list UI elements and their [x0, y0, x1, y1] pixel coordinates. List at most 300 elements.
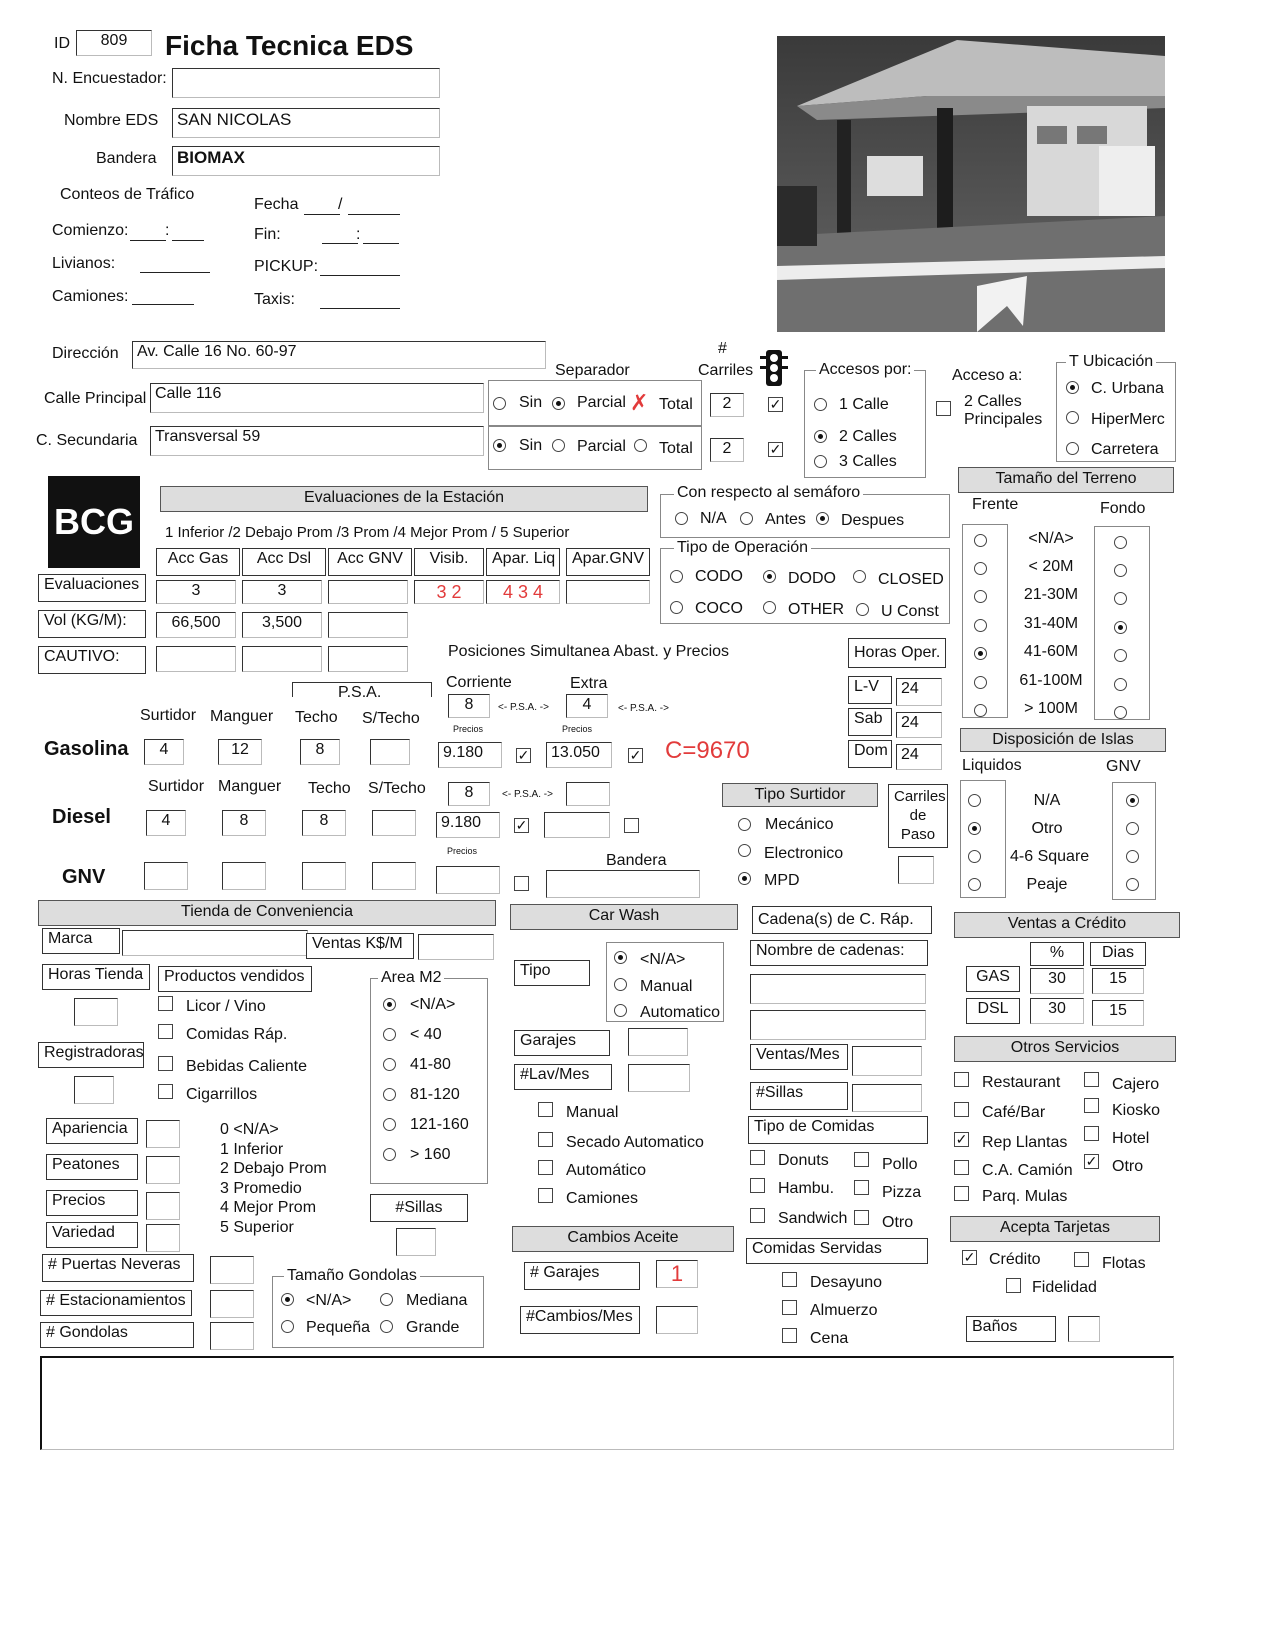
- accesos-option-2: 2 Calles: [839, 428, 897, 445]
- gas-col-techo: Techo: [295, 709, 338, 726]
- comienzo-label: Comienzo:: [52, 222, 129, 239]
- vol-gnv-field[interactable]: [328, 612, 408, 638]
- producto-label: Licor / Vino: [186, 998, 266, 1015]
- nombre-eds-field[interactable]: SAN NICOLAS: [172, 108, 440, 138]
- comida-checkbox[interactable]: [750, 1150, 765, 1165]
- comida-label: Pollo: [882, 1156, 918, 1173]
- traffic-light-icon: [760, 348, 788, 388]
- separador-title: Separador: [555, 362, 630, 379]
- aceite-cambios-field[interactable]: [656, 1306, 698, 1334]
- extra-label: Extra: [570, 675, 608, 692]
- otros-servicio-label: Kiosko: [1112, 1102, 1161, 1119]
- bandera-field[interactable]: BIOMAX: [172, 146, 440, 176]
- lav-checkbox[interactable]: [538, 1132, 553, 1147]
- semaforo-despues-radio[interactable]: [816, 512, 829, 525]
- gondola-na-label: <N/A>: [306, 1292, 352, 1309]
- horas-dom-label: Dom: [848, 740, 892, 768]
- gondola-na-radio[interactable]: [281, 1293, 294, 1306]
- acceso-a-checkbox[interactable]: [936, 401, 951, 416]
- lav-checkbox[interactable]: [538, 1102, 553, 1117]
- gas-extra-psa-field[interactable]: 4: [566, 694, 608, 718]
- terreno-row-label: 61-100M: [1019, 672, 1083, 689]
- comida-servida-checkbox[interactable]: [782, 1272, 797, 1287]
- terreno-frente-radio[interactable]: [974, 534, 987, 547]
- traffic-title: Conteos de Tráfico: [60, 186, 195, 203]
- tienda-sillas-field[interactable]: [396, 1228, 436, 1256]
- ventas-tienda-field[interactable]: [418, 934, 494, 960]
- fecha-label: Fecha: [254, 196, 299, 213]
- gas-surtidor-field[interactable]: 4: [144, 739, 184, 765]
- gas-col-manguer: Manguer: [210, 708, 274, 725]
- tarjetas-fidelidad-label: Fidelidad: [1032, 1279, 1097, 1296]
- producto-label: Comidas Ráp.: [186, 1026, 288, 1043]
- tarjetas-flotas-checkbox[interactable]: [1074, 1252, 1089, 1267]
- scale-label: 1 Inferior: [220, 1140, 284, 1158]
- vol-dsl-field[interactable]: 3,500: [242, 612, 322, 638]
- gondola-grande-radio[interactable]: [380, 1320, 393, 1333]
- credito-dsl-label: DSL: [966, 998, 1020, 1024]
- horas-oper-header: Horas Oper.: [848, 638, 946, 668]
- gas-stecho-field[interactable]: [370, 739, 410, 765]
- gas-precio-extra-field[interactable]: 13.050: [546, 742, 612, 768]
- cautivo-gnv-field[interactable]: [328, 646, 408, 672]
- lav-checkbox[interactable]: [538, 1160, 553, 1175]
- rating-label: Precios: [46, 1190, 138, 1216]
- accesos-title: Accesos por:: [816, 361, 914, 379]
- area-option-label: 121-160: [410, 1116, 469, 1133]
- credito-pct-label: %: [1030, 942, 1084, 966]
- direccion-field[interactable]: Av. Calle 16 No. 60-97: [132, 341, 546, 369]
- precios-label-3: Precios: [447, 846, 478, 856]
- carwash-garajes-label: Garajes: [514, 1030, 610, 1056]
- otros-servicio-checkbox[interactable]: ✓: [1085, 1153, 1098, 1169]
- estacionamientos-field[interactable]: [210, 1290, 254, 1318]
- dsl-precio-extra-field[interactable]: [544, 812, 610, 838]
- eval-visib-field[interactable]: 3 2: [414, 580, 484, 604]
- area-title: Area M2: [378, 969, 444, 987]
- marca-field[interactable]: [122, 930, 308, 956]
- area-radio[interactable]: [383, 1058, 396, 1071]
- islas-liq-group: [960, 780, 1006, 898]
- notes-area[interactable]: [40, 1356, 1174, 1450]
- cadenas-ventas-field[interactable]: [852, 1046, 922, 1076]
- calle-secundaria-field[interactable]: Transversal 59: [150, 426, 484, 456]
- gas-corriente-psa-field[interactable]: 8: [448, 694, 490, 718]
- dsl-precio-field[interactable]: 9.180: [436, 812, 500, 838]
- rating-label: Peatones: [46, 1154, 138, 1180]
- sep-principal-parcial-label: Parcial: [577, 394, 626, 411]
- precios-label-1: Precios: [453, 724, 484, 734]
- otros-servicio-label: Cajero: [1112, 1076, 1160, 1093]
- surtidor-mecanico-label: Mecánico: [765, 816, 834, 833]
- comida-checkbox[interactable]: [854, 1152, 869, 1167]
- diesel-label: Diesel: [52, 806, 111, 828]
- comida-servida-label: Almuerzo: [810, 1302, 878, 1319]
- comida-checkbox[interactable]: [750, 1178, 765, 1193]
- rating-label: Apariencia: [46, 1118, 138, 1144]
- gnv-manguer-field[interactable]: [222, 862, 266, 890]
- gondola-mediana-radio[interactable]: [380, 1293, 393, 1306]
- productos-label: Productos vendidos: [158, 966, 312, 992]
- carriles-hash: #: [718, 340, 727, 357]
- horas-sab-field[interactable]: 24: [896, 712, 942, 738]
- op-other-radio[interactable]: [763, 601, 776, 614]
- semaforo-despues-label: Despues: [841, 512, 905, 529]
- terreno-frente-radio[interactable]: [974, 704, 987, 717]
- lav-option-label: Camiones: [566, 1190, 639, 1207]
- terreno-fondo-radio[interactable]: [1114, 706, 1127, 719]
- comida-label: Sandwich: [778, 1210, 848, 1227]
- gondolas-size-group: [272, 1276, 484, 1348]
- dsl-extra-checkbox[interactable]: [624, 818, 639, 833]
- eval-apar-gnv-field[interactable]: [566, 580, 650, 604]
- comida-checkbox[interactable]: [854, 1210, 869, 1225]
- psa-arrow-2: <- P.S.A. ->: [618, 703, 669, 714]
- op-codo-label: CODO: [695, 568, 743, 585]
- terreno-row-label: 41-60M: [1023, 643, 1079, 660]
- terreno-row-label: < 20M: [1028, 558, 1074, 575]
- area-radio[interactable]: [383, 1118, 396, 1131]
- tienda-header: Tienda de Conveniencia: [38, 900, 496, 926]
- comida-servida-checkbox[interactable]: [782, 1328, 797, 1343]
- calle-principal-field[interactable]: Calle 116: [150, 383, 484, 413]
- otros-servicio-checkbox[interactable]: [954, 1186, 969, 1201]
- eval-acc-dsl-field[interactable]: 3: [242, 580, 322, 604]
- tarjetas-credito-checkbox[interactable]: ✓: [963, 1249, 976, 1265]
- tienda-sillas-label: #Sillas: [370, 1194, 468, 1222]
- terreno-row-label: 31-40M: [1023, 615, 1079, 632]
- gnv-surtidor-field[interactable]: [144, 862, 188, 890]
- op-codo-radio[interactable]: [670, 570, 683, 583]
- accesos-radio-1[interactable]: [814, 398, 827, 411]
- dsl-manguer-field[interactable]: 8: [222, 810, 266, 836]
- producto-checkbox[interactable]: [158, 1084, 173, 1099]
- gnv-precio-checkbox[interactable]: [514, 876, 529, 891]
- encuestador-label: N. Encuestador:: [52, 70, 167, 87]
- gondolas-field[interactable]: [210, 1322, 254, 1350]
- gondola-mediana-label: Mediana: [406, 1292, 468, 1309]
- terreno-fondo-radio[interactable]: [1114, 649, 1127, 662]
- gondola-pequena-label: Pequeña: [306, 1319, 371, 1336]
- id-label: ID: [54, 35, 70, 52]
- ubicacion-radio-urbana[interactable]: [1066, 381, 1079, 394]
- scale-label: 5 Superior: [220, 1218, 294, 1236]
- islas-gnv-radio[interactable]: [1126, 794, 1139, 807]
- sep-principal-sin-label: Sin: [519, 394, 543, 411]
- accesos-radio-3[interactable]: [814, 455, 827, 468]
- islas-row-label: N/A: [1033, 792, 1061, 809]
- ubicacion-carretera: Carretera: [1091, 441, 1159, 458]
- col-acc-gnv: Acc GNV: [328, 548, 412, 576]
- dsl-stecho-field[interactable]: [372, 810, 416, 836]
- producto-checkbox[interactable]: [158, 1056, 173, 1071]
- carriles-principal-field[interactable]: 2: [710, 393, 744, 417]
- aceite-garajes-field[interactable]: 1: [656, 1260, 698, 1288]
- carwash-na-radio[interactable]: [614, 951, 627, 964]
- cadenas-nombre-field-2[interactable]: [750, 1010, 926, 1040]
- gas-manguer-field[interactable]: 12: [218, 739, 262, 765]
- psa-header: P.S.A.: [338, 684, 382, 701]
- op-uconst-radio[interactable]: [856, 603, 869, 616]
- surtidor-mecanico-radio[interactable]: [738, 818, 751, 831]
- producto-label: Bebidas Caliente: [186, 1058, 307, 1075]
- sep-secundaria-parcial-radio[interactable]: [552, 439, 565, 452]
- terreno-row-label: > 100M: [1024, 700, 1078, 717]
- otros-servicio-checkbox[interactable]: [954, 1160, 969, 1175]
- lav-option-label: Manual: [566, 1104, 619, 1121]
- terreno-frente-radio[interactable]: [974, 676, 987, 689]
- gnv-precio-field[interactable]: [436, 866, 500, 894]
- gnv-bandera-field[interactable]: [546, 870, 700, 898]
- op-coco-radio[interactable]: [670, 601, 683, 614]
- semaforo-antes-label: Antes: [765, 511, 806, 528]
- gas-extra-checkbox[interactable]: ✓: [629, 747, 642, 763]
- psa-arrow-1: <- P.S.A. ->: [498, 702, 549, 713]
- semaforo-secundaria-checkbox[interactable]: ✓: [769, 441, 782, 457]
- ventas-tienda-label: Ventas K$/M: [306, 933, 414, 959]
- terreno-frente-radio[interactable]: [974, 562, 987, 575]
- puertas-neveras-field[interactable]: [210, 1256, 254, 1284]
- otros-servicio-checkbox[interactable]: [1084, 1126, 1099, 1141]
- islas-header: Disposición de Islas: [960, 728, 1166, 752]
- ubicacion-radio-hipermerc[interactable]: [1066, 411, 1079, 424]
- area-radio[interactable]: [383, 1088, 396, 1101]
- operacion-title: Tipo de Operación: [674, 539, 811, 557]
- otros-servicio-label: Café/Bar: [982, 1104, 1046, 1121]
- area-radio[interactable]: [383, 1028, 396, 1041]
- producto-checkbox[interactable]: [158, 996, 173, 1011]
- terreno-fondo-radio[interactable]: [1114, 678, 1127, 691]
- semaforo-na-radio[interactable]: [675, 512, 688, 525]
- islas-liquidos-label: Liquidos: [962, 757, 1022, 774]
- lav-checkbox[interactable]: [538, 1188, 553, 1203]
- gondolas-label: # Gondolas: [40, 1322, 194, 1348]
- op-dodo-radio[interactable]: [763, 570, 776, 583]
- horas-dom-field[interactable]: 24: [896, 744, 942, 770]
- sep-secundaria-sin-label: Sin: [519, 437, 543, 454]
- eval-apar-liq-field[interactable]: 4 3 4: [486, 580, 560, 604]
- ubicacion-title: T Ubicación: [1066, 353, 1156, 371]
- carriles-paso-field[interactable]: [898, 856, 934, 884]
- col-acc-gas: Acc Gas: [156, 548, 240, 576]
- comida-servida-label: Desayuno: [810, 1274, 883, 1291]
- terreno-fondo-radio[interactable]: [1114, 621, 1127, 634]
- horas-lv-field[interactable]: 24: [896, 678, 942, 706]
- terreno-fondo-radio[interactable]: [1114, 564, 1127, 577]
- station-photo: [777, 36, 1165, 332]
- islas-row-label: Peaje: [1026, 876, 1068, 893]
- id-field[interactable]: 809: [76, 30, 152, 56]
- banos-field[interactable]: [1068, 1316, 1100, 1342]
- gas-precio-corriente-field[interactable]: 9.180: [438, 742, 502, 768]
- cadenas-sillas-field[interactable]: [852, 1084, 922, 1112]
- registradoras-field[interactable]: [74, 1076, 114, 1104]
- area-radio[interactable]: [383, 1148, 396, 1161]
- dsl-psa-field[interactable]: 8: [448, 782, 490, 806]
- op-uconst-label: U Const: [881, 603, 939, 620]
- horas-tienda-field[interactable]: [74, 998, 118, 1026]
- horas-tienda-label: Horas Tienda: [42, 964, 150, 990]
- lav-option-label: Secado Automatico: [566, 1134, 704, 1151]
- cautivo-gas-field[interactable]: [156, 646, 236, 672]
- otros-servicio-label: Parq. Mulas: [982, 1188, 1068, 1205]
- corriente-label: Corriente: [446, 674, 512, 691]
- comida-label: Otro: [882, 1214, 914, 1231]
- islas-gnv-label: GNV: [1106, 758, 1141, 775]
- acceso-a-title: Acceso a:: [952, 367, 1023, 384]
- surtidor-mpd-label: MPD: [764, 872, 800, 889]
- credito-dsl-pct[interactable]: 30: [1030, 998, 1084, 1024]
- sep-principal-sin-radio[interactable]: [493, 397, 506, 410]
- carwash-garajes-field[interactable]: [628, 1028, 688, 1056]
- gnv-bandera-label: Bandera: [606, 852, 667, 869]
- rating-field[interactable]: [146, 1224, 180, 1252]
- carwash-automatico-radio[interactable]: [614, 1004, 627, 1017]
- vol-gas-field[interactable]: 66,500: [156, 612, 236, 638]
- col-visib: Visib.: [414, 548, 484, 576]
- encuestador-field[interactable]: [172, 68, 440, 98]
- islas-liq-radio[interactable]: [968, 794, 981, 807]
- evaluaciones-header: Evaluaciones de la Estación: [160, 486, 648, 512]
- tarjetas-fidelidad-checkbox[interactable]: [1006, 1278, 1021, 1293]
- credito-gas-label: GAS: [966, 966, 1020, 992]
- sep-secundaria-sin-radio[interactable]: [493, 439, 506, 452]
- terreno-fondo-radio[interactable]: [1114, 536, 1127, 549]
- carwash-lavmes-label: #Lav/Mes: [514, 1064, 612, 1090]
- otros-servicio-checkbox[interactable]: [1084, 1072, 1099, 1087]
- dsl-col-surtidor: Surtidor: [148, 778, 205, 795]
- rating-field[interactable]: [146, 1156, 180, 1184]
- tipo-comidas-label: Tipo de Comidas: [748, 1116, 928, 1144]
- ubicacion-radio-carretera[interactable]: [1066, 442, 1079, 455]
- carwash-manual-label: Manual: [640, 978, 693, 995]
- col-apar-gnv: Apar.GNV: [566, 548, 650, 576]
- cautivo-dsl-field[interactable]: [242, 646, 322, 672]
- dsl-precio-checkbox[interactable]: ✓: [515, 817, 528, 833]
- registradoras-label: Registradoras: [38, 1042, 144, 1068]
- gondola-pequena-radio[interactable]: [281, 1320, 294, 1333]
- sep-principal-total-label: Total: [659, 396, 693, 413]
- islas-liq-radio[interactable]: [968, 822, 981, 835]
- op-other-label: OTHER: [788, 601, 844, 618]
- semaforo-title: Con respecto al semáforo: [674, 484, 863, 502]
- tarjetas-credito-label: Crédito: [989, 1251, 1041, 1268]
- dsl-extra-psa-field[interactable]: [566, 782, 610, 806]
- terreno-fondo-radio[interactable]: [1114, 592, 1127, 605]
- cadenas-nombre-field-1[interactable]: [750, 974, 926, 1004]
- surtidor-mpd-radio[interactable]: [738, 872, 751, 885]
- aceite-garajes-label: # Garajes: [524, 1262, 640, 1290]
- otros-servicio-checkbox[interactable]: [954, 1072, 969, 1087]
- evaluaciones-row-label: Evaluaciones: [38, 574, 146, 602]
- islas-gnv-radio[interactable]: [1126, 850, 1139, 863]
- islas-liq-radio[interactable]: [968, 850, 981, 863]
- area-radio[interactable]: [383, 998, 396, 1011]
- op-closed-radio[interactable]: [853, 570, 866, 583]
- terreno-frente-radio[interactable]: [974, 590, 987, 603]
- accesos-radio-2[interactable]: [814, 430, 827, 443]
- otros-servicio-checkbox[interactable]: ✓: [955, 1131, 968, 1147]
- gas-techo-field[interactable]: 8: [300, 739, 340, 765]
- tipo-surtidor-header: Tipo Surtidor: [722, 783, 878, 807]
- semaforo-antes-radio[interactable]: [740, 512, 753, 525]
- marca-label: Marca: [42, 928, 120, 954]
- gas-col-surtidor: Surtidor: [140, 707, 197, 724]
- terreno-header: Tamaño del Terreno: [958, 467, 1174, 493]
- dsl-col-stecho: S/Techo: [368, 780, 426, 797]
- horas-sab-label: Sab: [848, 708, 892, 736]
- comida-servida-checkbox[interactable]: [782, 1300, 797, 1315]
- terreno-row-label: <N/A>: [1028, 530, 1074, 547]
- terreno-frente-radio[interactable]: [974, 619, 987, 632]
- dsl-techo-field[interactable]: 8: [302, 810, 346, 836]
- producto-label: Cigarrillos: [186, 1086, 258, 1103]
- sep-secundaria-total-radio[interactable]: [634, 439, 647, 452]
- carriles-secundaria-field[interactable]: 2: [710, 438, 744, 462]
- carwash-manual-radio[interactable]: [614, 978, 627, 991]
- cadenas-nombre-label: Nombre de cadenas:: [750, 940, 928, 966]
- gnv-techo-field[interactable]: [302, 862, 346, 890]
- comida-checkbox[interactable]: [750, 1208, 765, 1223]
- credito-gas-dias[interactable]: 15: [1092, 968, 1144, 994]
- otros-servicio-checkbox[interactable]: [954, 1102, 969, 1117]
- precios-label-2: Precios: [562, 724, 593, 734]
- comida-checkbox[interactable]: [854, 1180, 869, 1195]
- gnv-stecho-field[interactable]: [372, 862, 416, 890]
- islas-gnv-radio[interactable]: [1126, 822, 1139, 835]
- semaforo-principal-checkbox[interactable]: ✓: [769, 396, 782, 412]
- carwash-automatico-label: Automatico: [640, 1004, 721, 1021]
- bcg-logo: BCG: [48, 476, 140, 568]
- credito-dsl-dias[interactable]: 15: [1092, 1000, 1144, 1026]
- rating-field[interactable]: [146, 1120, 180, 1148]
- otros-servicio-checkbox[interactable]: [1084, 1098, 1099, 1113]
- gas-corriente-checkbox[interactable]: ✓: [517, 747, 530, 763]
- evaluaciones-scale: 1 Inferior /2 Debajo Prom /3 Prom /4 Mejor Prom / 5 Superior: [165, 524, 570, 541]
- scale-label: 2 Debajo Prom: [220, 1160, 327, 1177]
- credito-gas-pct[interactable]: 30: [1030, 968, 1084, 994]
- camiones-label: Camiones:: [52, 288, 129, 305]
- rating-field[interactable]: [146, 1192, 180, 1220]
- area-option-label: < 40: [410, 1026, 442, 1043]
- pickup-label: PICKUP:: [254, 258, 319, 275]
- eval-acc-gnv-field[interactable]: [328, 580, 408, 604]
- semaforo-na-label: N/A: [700, 510, 727, 527]
- direccion-label: Dirección: [52, 345, 119, 362]
- surtidor-electronico-radio[interactable]: [738, 844, 751, 857]
- sep-principal-parcial-radio[interactable]: [552, 397, 565, 410]
- area-option-label: 41-80: [410, 1056, 451, 1073]
- surtidor-electronico-label: Electronico: [764, 845, 844, 862]
- carwash-lavmes-field[interactable]: [628, 1064, 690, 1092]
- terreno-frente-radio[interactable]: [974, 647, 987, 660]
- taxis-label: Taxis:: [254, 291, 295, 308]
- eval-acc-gas-field[interactable]: 3: [156, 580, 236, 604]
- livianos-label: Livianos:: [52, 255, 116, 272]
- producto-checkbox[interactable]: [158, 1024, 173, 1039]
- islas-gnv-radio[interactable]: [1126, 878, 1139, 891]
- tarjetas-header: Acepta Tarjetas: [950, 1216, 1160, 1242]
- carwash-na-label: <N/A>: [640, 951, 686, 968]
- tarjetas-flotas-label: Flotas: [1102, 1255, 1146, 1272]
- ubicacion-hipermerc: HiperMerc: [1091, 411, 1165, 428]
- col-apar-liq: Apar. Liq: [486, 548, 560, 576]
- area-option-label: 81-120: [410, 1086, 460, 1103]
- islas-liq-radio[interactable]: [968, 878, 981, 891]
- page-title: Ficha Tecnica EDS: [165, 30, 414, 61]
- dsl-surtidor-field[interactable]: 4: [146, 810, 186, 836]
- cadenas-sillas-label: #Sillas: [750, 1082, 848, 1110]
